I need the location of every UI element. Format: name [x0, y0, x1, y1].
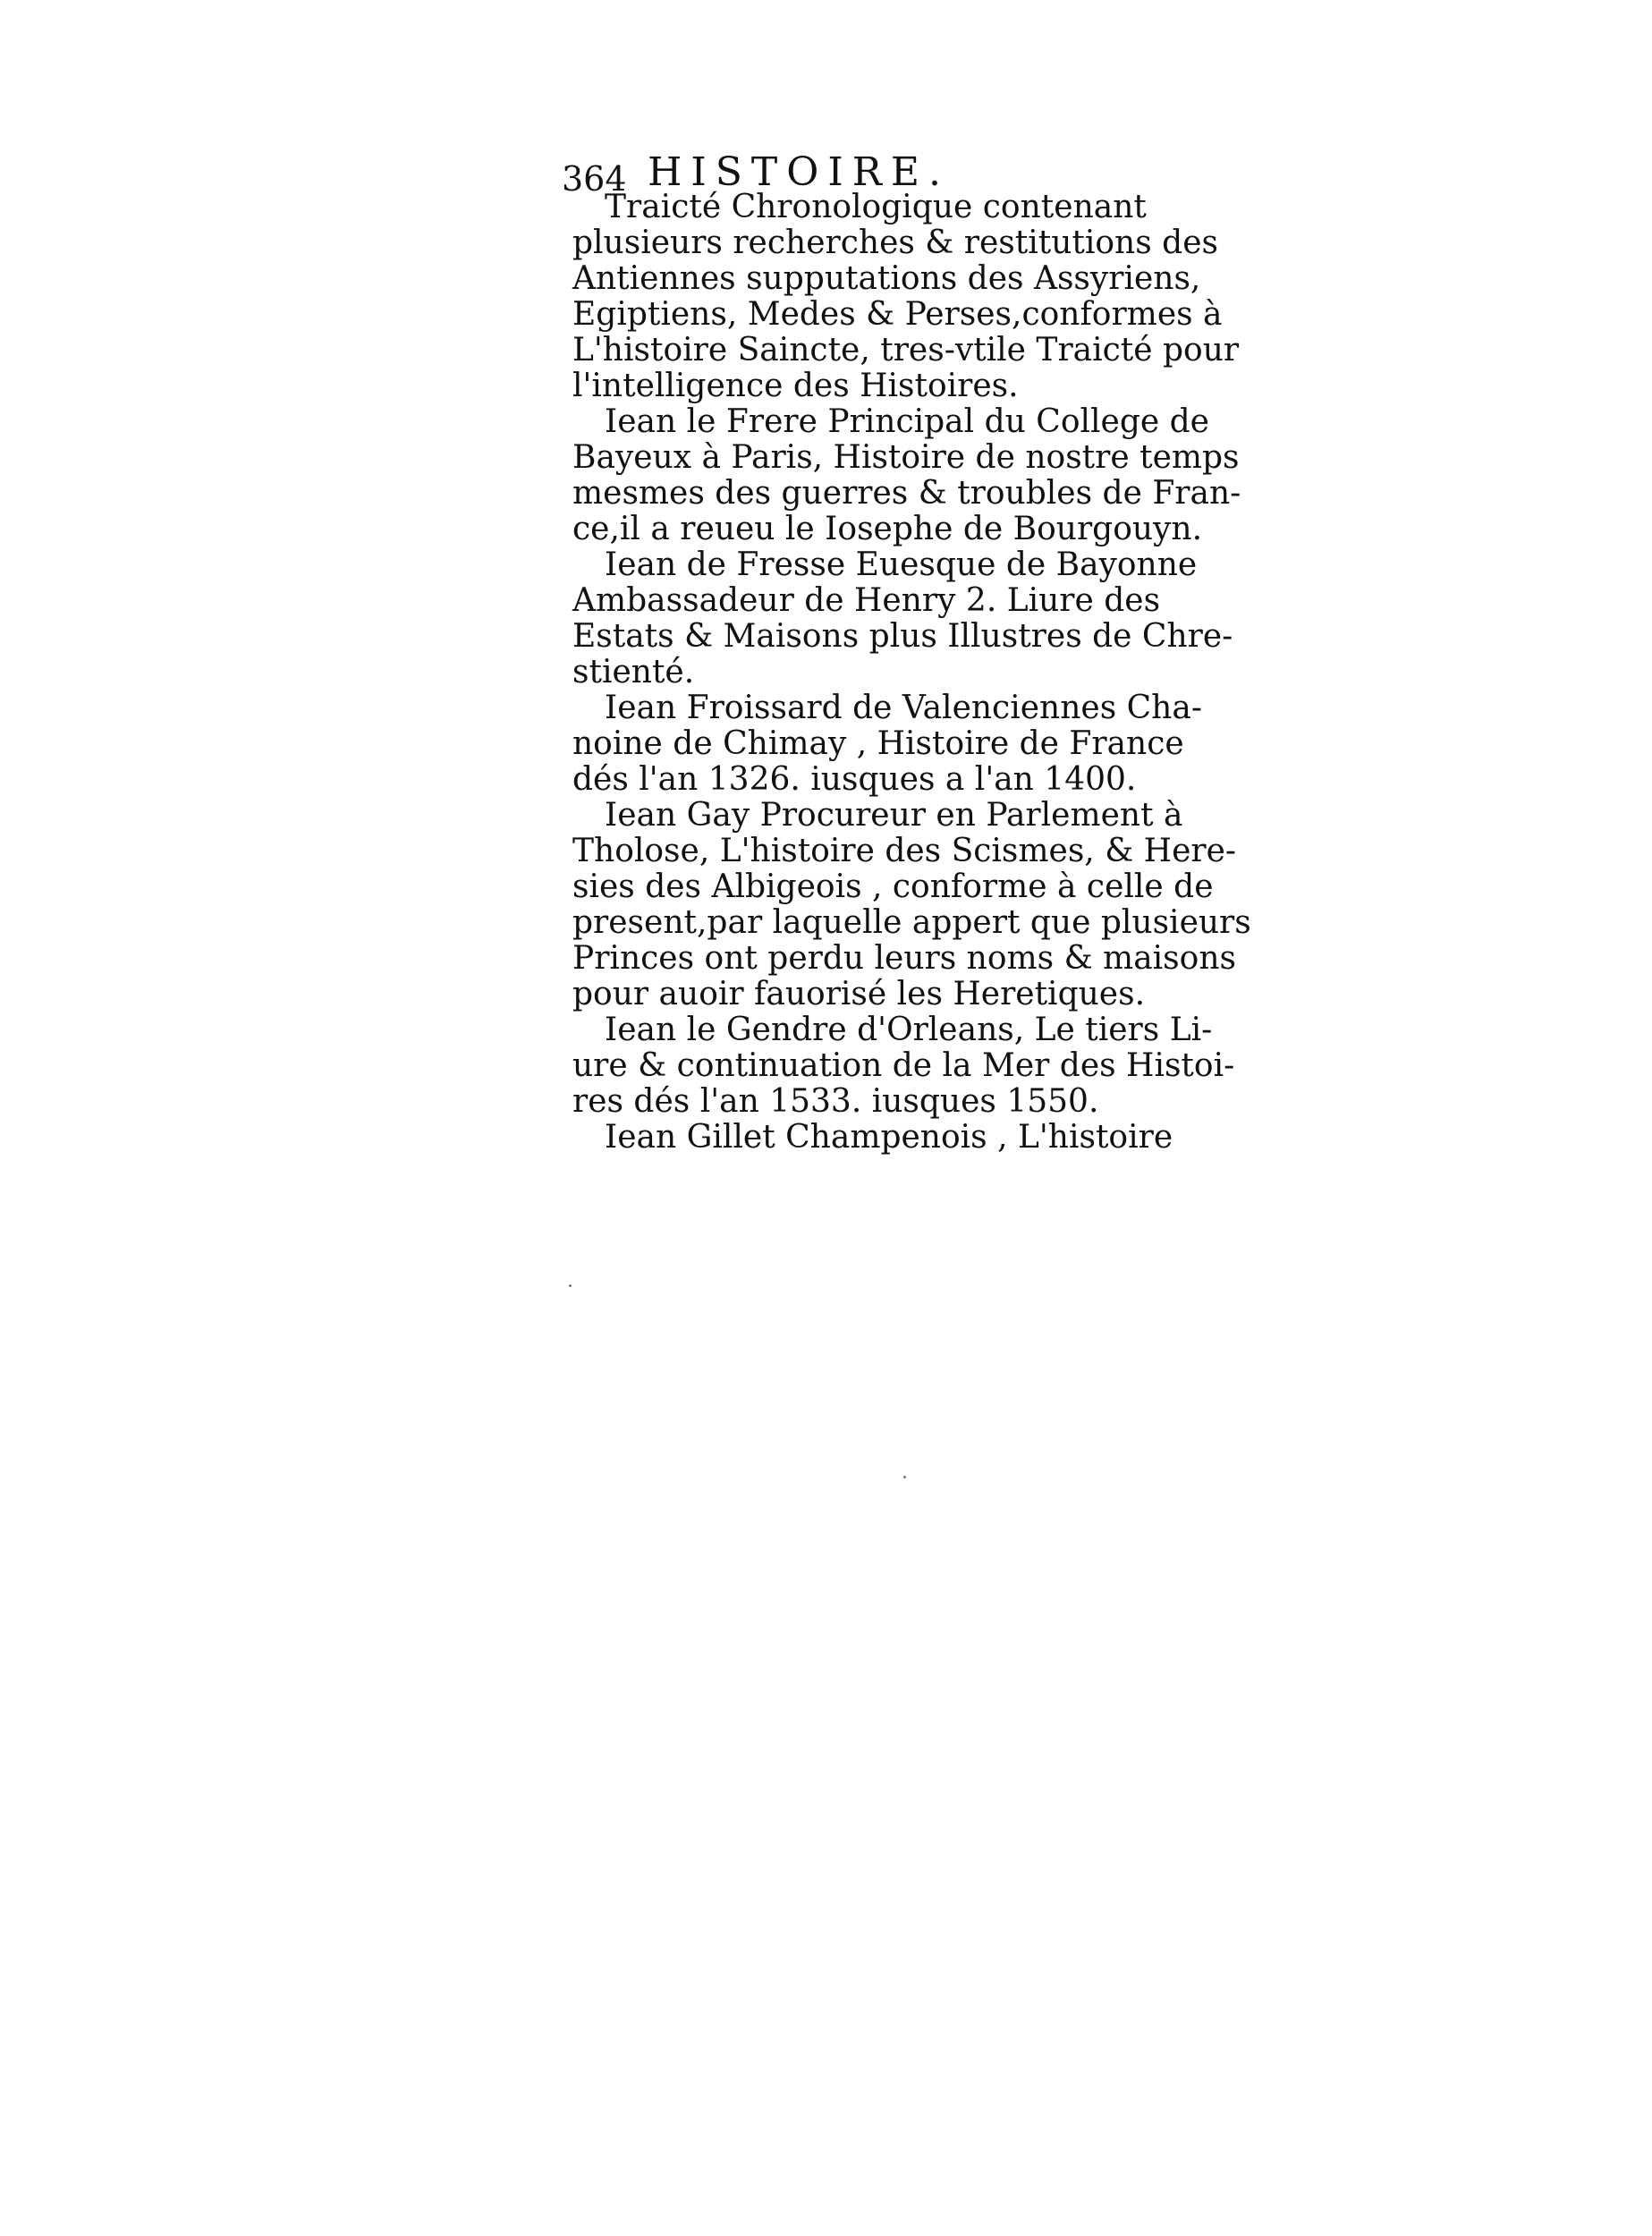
running-title: HISTOIRE. [648, 149, 950, 195]
text-line: Ambassadeur de Henry 2. Liure des [572, 582, 1161, 619]
entry-chronological-treatise [572, 189, 1240, 404]
text-line: Egiptiens, Medes & Perses,conformes à [572, 296, 1223, 333]
text-line: sies des Albigeois , conforme à celle de [572, 868, 1214, 905]
text-line: Traicté Chronologique contenant [605, 189, 1147, 225]
text-line: Iean de Fresse Euesque de Bayonne [605, 546, 1198, 583]
text-line: Estats & Maisons plus Illustres de Chre- [572, 618, 1233, 655]
text-line: l'intelligence des Histoires. [572, 368, 1019, 404]
text-line: L'histoire Saincte, tres-vtile Traicté pour [572, 332, 1240, 368]
text-line: Iean Gay Procureur en Parlement à [605, 797, 1183, 834]
entry-iean-gillet [572, 1119, 1173, 1156]
text-line: Princes ont perdu leurs noms & maisons [572, 940, 1236, 977]
text-line: Iean Froissard de Valenciennes Cha- [605, 690, 1202, 726]
entry-iean-de-fresse [572, 546, 1233, 690]
entry-iean-le-gendre [572, 1012, 1235, 1120]
page-number: 364 [562, 159, 627, 199]
text-line: pour auoir fauorisé les Heretiques. [572, 976, 1146, 1012]
scan-speck [903, 1476, 906, 1478]
entry-iean-gay [572, 797, 1251, 1012]
text-line: stienté. [572, 654, 695, 690]
text-line: ure & continuation de la Mer des Histoi- [572, 1047, 1235, 1084]
text-line: Tholose, L'histoire des Scismes, & Here- [572, 833, 1237, 869]
text-line: Bayeux à Paris, Histoire de nostre temps [572, 439, 1240, 476]
text-line: res dés l'an 1533. iusques 1550. [572, 1083, 1099, 1120]
text-line: dés l'an 1326. iusques a l'an 1400. [572, 761, 1137, 798]
text-line: present,par laquelle appert que plusieurs [572, 904, 1251, 941]
text-line: Iean le Frere Principal du College de [605, 403, 1209, 440]
scan-speck [569, 1284, 572, 1287]
text-line: ce,il a reueu le Iosephe de Bourgouyn. [572, 511, 1203, 547]
entry-iean-le-frere [572, 403, 1241, 547]
text-line: Antiennes supputations des Assyriens, [572, 260, 1201, 297]
text-line: mesmes des guerres & troubles de Fran- [572, 475, 1241, 512]
text-line: Iean Gillet Champenois , L'histoire [605, 1119, 1173, 1156]
text-line: plusieurs recherches & restitutions des [572, 224, 1218, 261]
entry-iean-froissard [572, 690, 1202, 798]
text-line: noine de Chimay , Histoire de France [572, 725, 1184, 762]
text-line: Iean le Gendre d'Orleans, Le tiers Li- [605, 1012, 1213, 1048]
body-text [572, 189, 1251, 1156]
